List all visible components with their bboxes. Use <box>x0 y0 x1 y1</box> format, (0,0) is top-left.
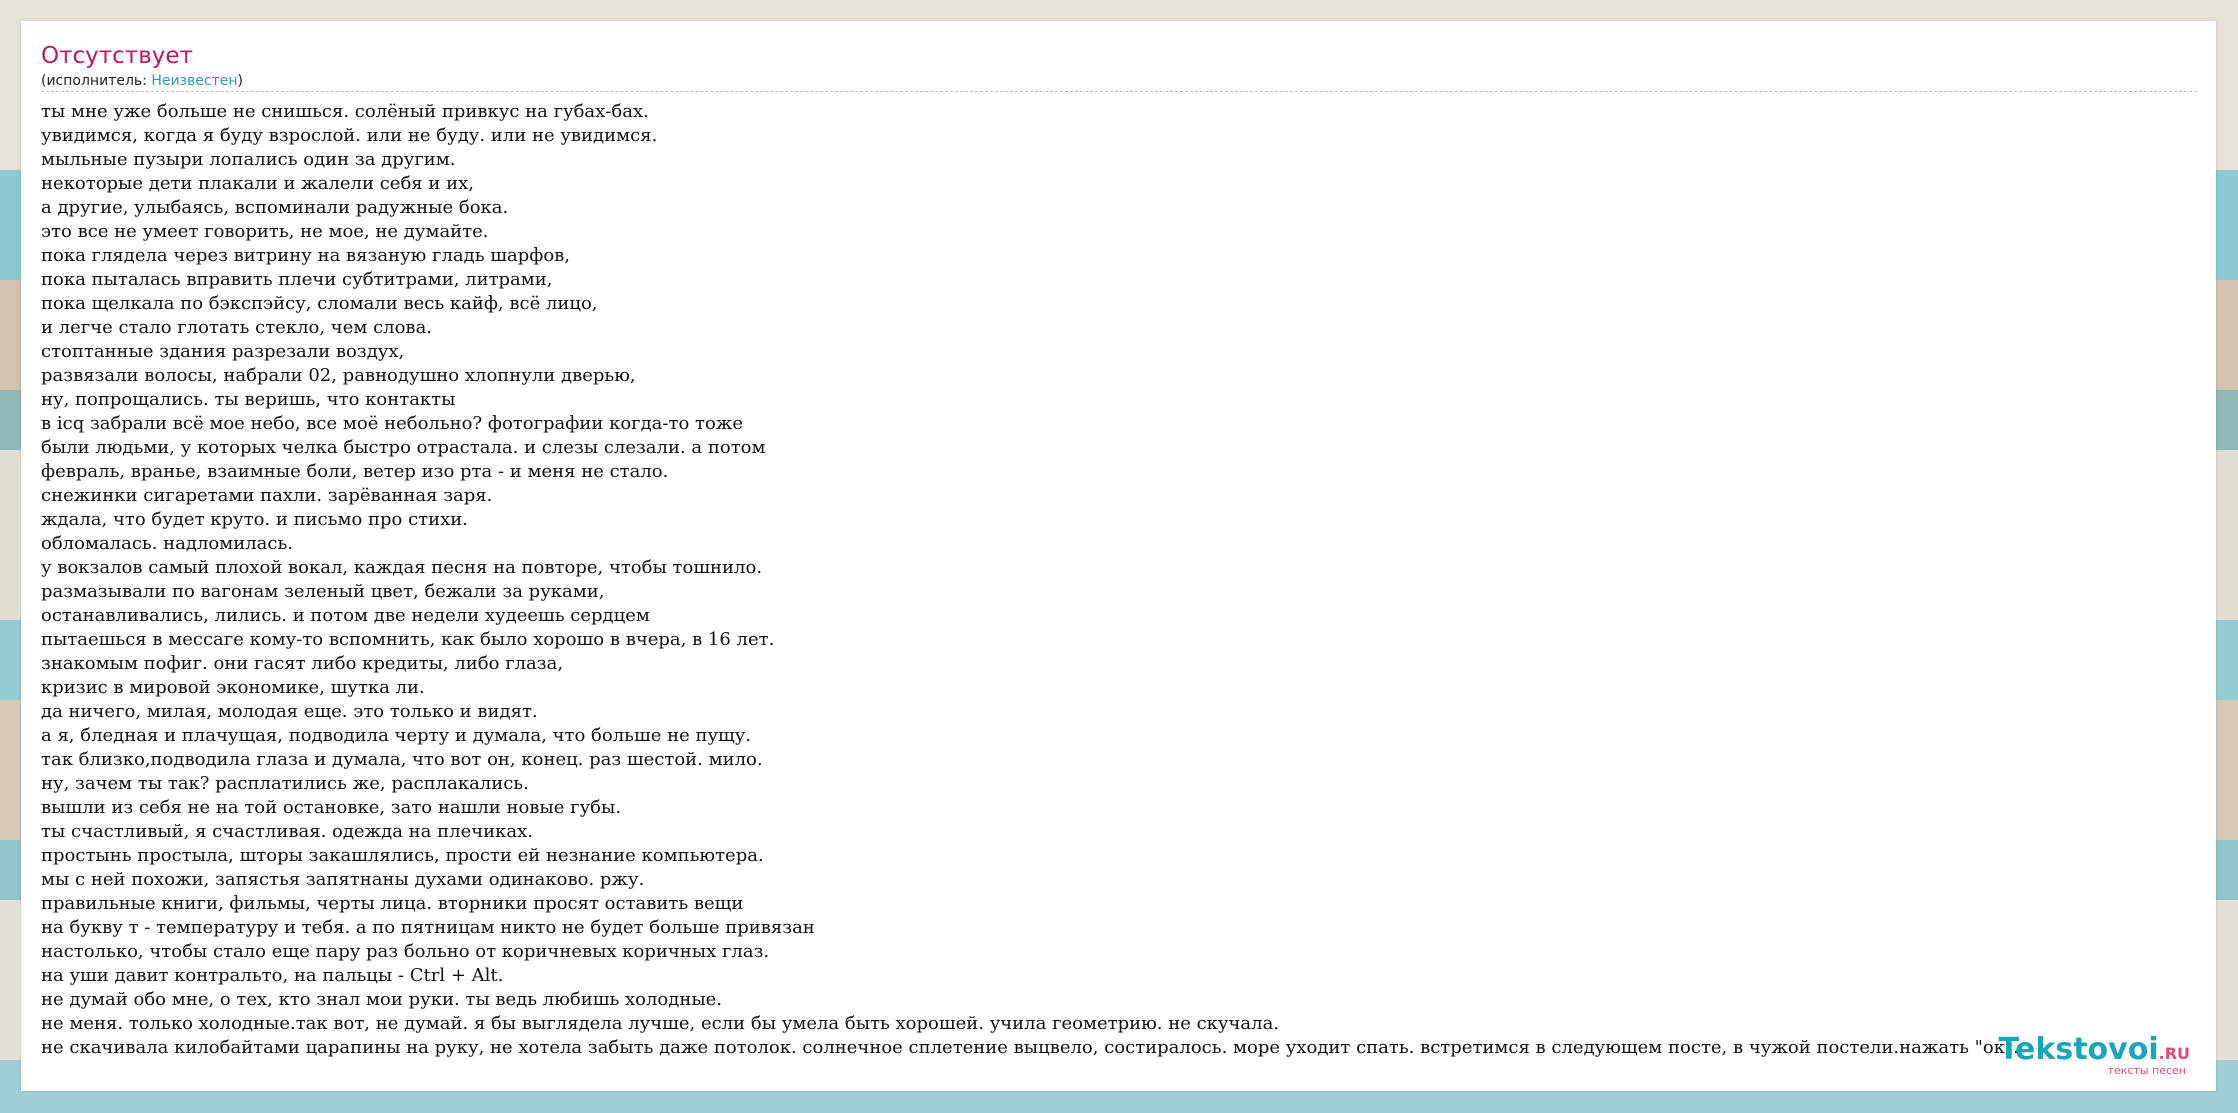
lyric-line: снежинки сигаретами пахли. зарёванная заря. <box>41 485 493 506</box>
lyric-line: ждала, что будет круто. и письмо про стихи. <box>41 509 468 530</box>
lyric-line: так близко,подводила глаза и думала, что вот он, конец. раз шестой. мило. <box>41 749 763 770</box>
lyric-line: обломалась. надломилась. <box>41 533 294 554</box>
lyric-line: пока щелкала по бэкспэйсу, сломали весь кайф, всё лицо, <box>41 293 598 314</box>
lyric-line: не скачивала килобайтами царапины на руку, не хотела забыть даже потолок. солнечное сплетение выцвело, состиралось. море уходит спать. встретимся в следующем посте, в чужой постели.нажать "ок". <box>41 1037 2020 1058</box>
lyric-line: и легче стало глотать стекло, чем слова. <box>41 317 433 338</box>
lyric-line: некоторые дети плакали и жалели себя и их, <box>41 173 474 194</box>
lyric-line: пока глядела через витрину на вязаную гладь шарфов, <box>41 245 571 266</box>
logo-wordmark <box>1998 1032 2190 1067</box>
lyric-line: правильные книги, фильмы, черты лица. вторники просят оставить вещи <box>41 893 744 914</box>
lyric-line: а другие, улыбаясь, вспоминали радужные бока. <box>41 197 509 218</box>
site-logo[interactable] <box>1998 1032 2190 1077</box>
logo-suffix-text: .RU <box>2158 1044 2190 1063</box>
lyric-line: в icq забрали всё мое небо, все моё небольно? фотографии когда-то тоже <box>41 413 744 434</box>
performer-line <box>41 71 2197 92</box>
lyric-line: это все не умеет говорить, не мое, не думайте. <box>41 221 489 242</box>
lyric-line: настолько, чтобы стало еще пару раз больно от коричневых коричных глаз. <box>41 941 770 962</box>
lyric-line: пытаешься в мессаге кому-то вспомнить, как было хорошо в вчера, в 16 лет. <box>41 629 775 650</box>
lyric-line: были людьми, у которых челка быстро отрастала. и слезы слезали. а потом <box>41 437 766 458</box>
lyric-line: останавливались, лились. и потом две недели худеешь сердцем <box>41 605 650 626</box>
lyric-line: ну, зачем ты так? расплатились же, расплакались. <box>41 773 529 794</box>
logo-main-text: Tekstovoi <box>1998 1032 2159 1067</box>
performer-link[interactable]: Неизвестен <box>151 73 238 89</box>
song-title: Отсутствует <box>41 43 193 69</box>
logo-subtitle: тексты песен <box>2107 1064 2186 1077</box>
content-panel <box>21 21 2216 1091</box>
lyric-line: простынь простыла, шторы закашлялись, прости ей незнание компьютера. <box>41 845 764 866</box>
performer-prefix: (исполнитель: <box>41 73 152 89</box>
lyric-line: мыльные пузыри лопались один за другим. <box>41 149 456 170</box>
lyric-line: стоптанные здания разрезали воздух, <box>41 341 405 362</box>
lyric-line: да ничего, милая, молодая еще. это только и видят. <box>41 701 538 722</box>
lyric-line: вышли из себя не на той остановке, зато нашли новые губы. <box>41 797 622 818</box>
lyric-line: увидимся, когда я буду взрослой. или не буду. или не увидимся. <box>41 125 658 146</box>
lyric-line: не думай обо мне, о тех, кто знал мои руки. ты ведь любишь холодные. <box>41 989 723 1010</box>
lyric-line: а я, бледная и плачущая, подводила черту и думала, что больше не пущу. <box>41 725 752 746</box>
lyric-line: кризис в мировой экономике, шутка ли. <box>41 677 425 698</box>
lyric-line: ну, попрощались. ты веришь, что контакты <box>41 389 456 410</box>
lyric-line: пока пыталась вправить плечи субтитрами, литрами, <box>41 269 553 290</box>
lyric-line: на букву т - температуру и тебя. а по пятницам никто не будет больше привязан <box>41 917 815 938</box>
lyric-line: ты счастливый, я счастливая. одежда на плечиках. <box>41 821 533 842</box>
lyric-line: февраль, вранье, взаимные боли, ветер изо рта - и меня не стало. <box>41 461 669 482</box>
lyrics-text <box>41 100 2231 1060</box>
lyric-line: знакомым пофиг. они гасят либо кредиты, либо глаза, <box>41 653 564 674</box>
lyric-line: мы с ней похожи, запястья запятнаны духами одинаково. ржу. <box>41 869 645 890</box>
performer-suffix: ) <box>237 73 243 89</box>
lyric-line: развязали волосы, набрали 02, равнодушно хлопнули дверью, <box>41 365 636 386</box>
lyric-line: не меня. только холодные.так вот, не думай. я бы выглядела лучше, если бы умела быть хорошей. учила геометрию. не скучала. <box>41 1013 1280 1034</box>
lyric-line: ты мне уже больше не снишься. солёный привкус на губах-бах. <box>41 101 649 122</box>
lyric-line: размазывали по вагонам зеленый цвет, бежали за руками, <box>41 581 605 602</box>
lyric-line: на уши давит контральто, на пальцы - Ctrl + Alt. <box>41 965 504 986</box>
lyric-line: у вокзалов самый плохой вокал, каждая песня на повторе, чтобы тошнило. <box>41 557 763 578</box>
